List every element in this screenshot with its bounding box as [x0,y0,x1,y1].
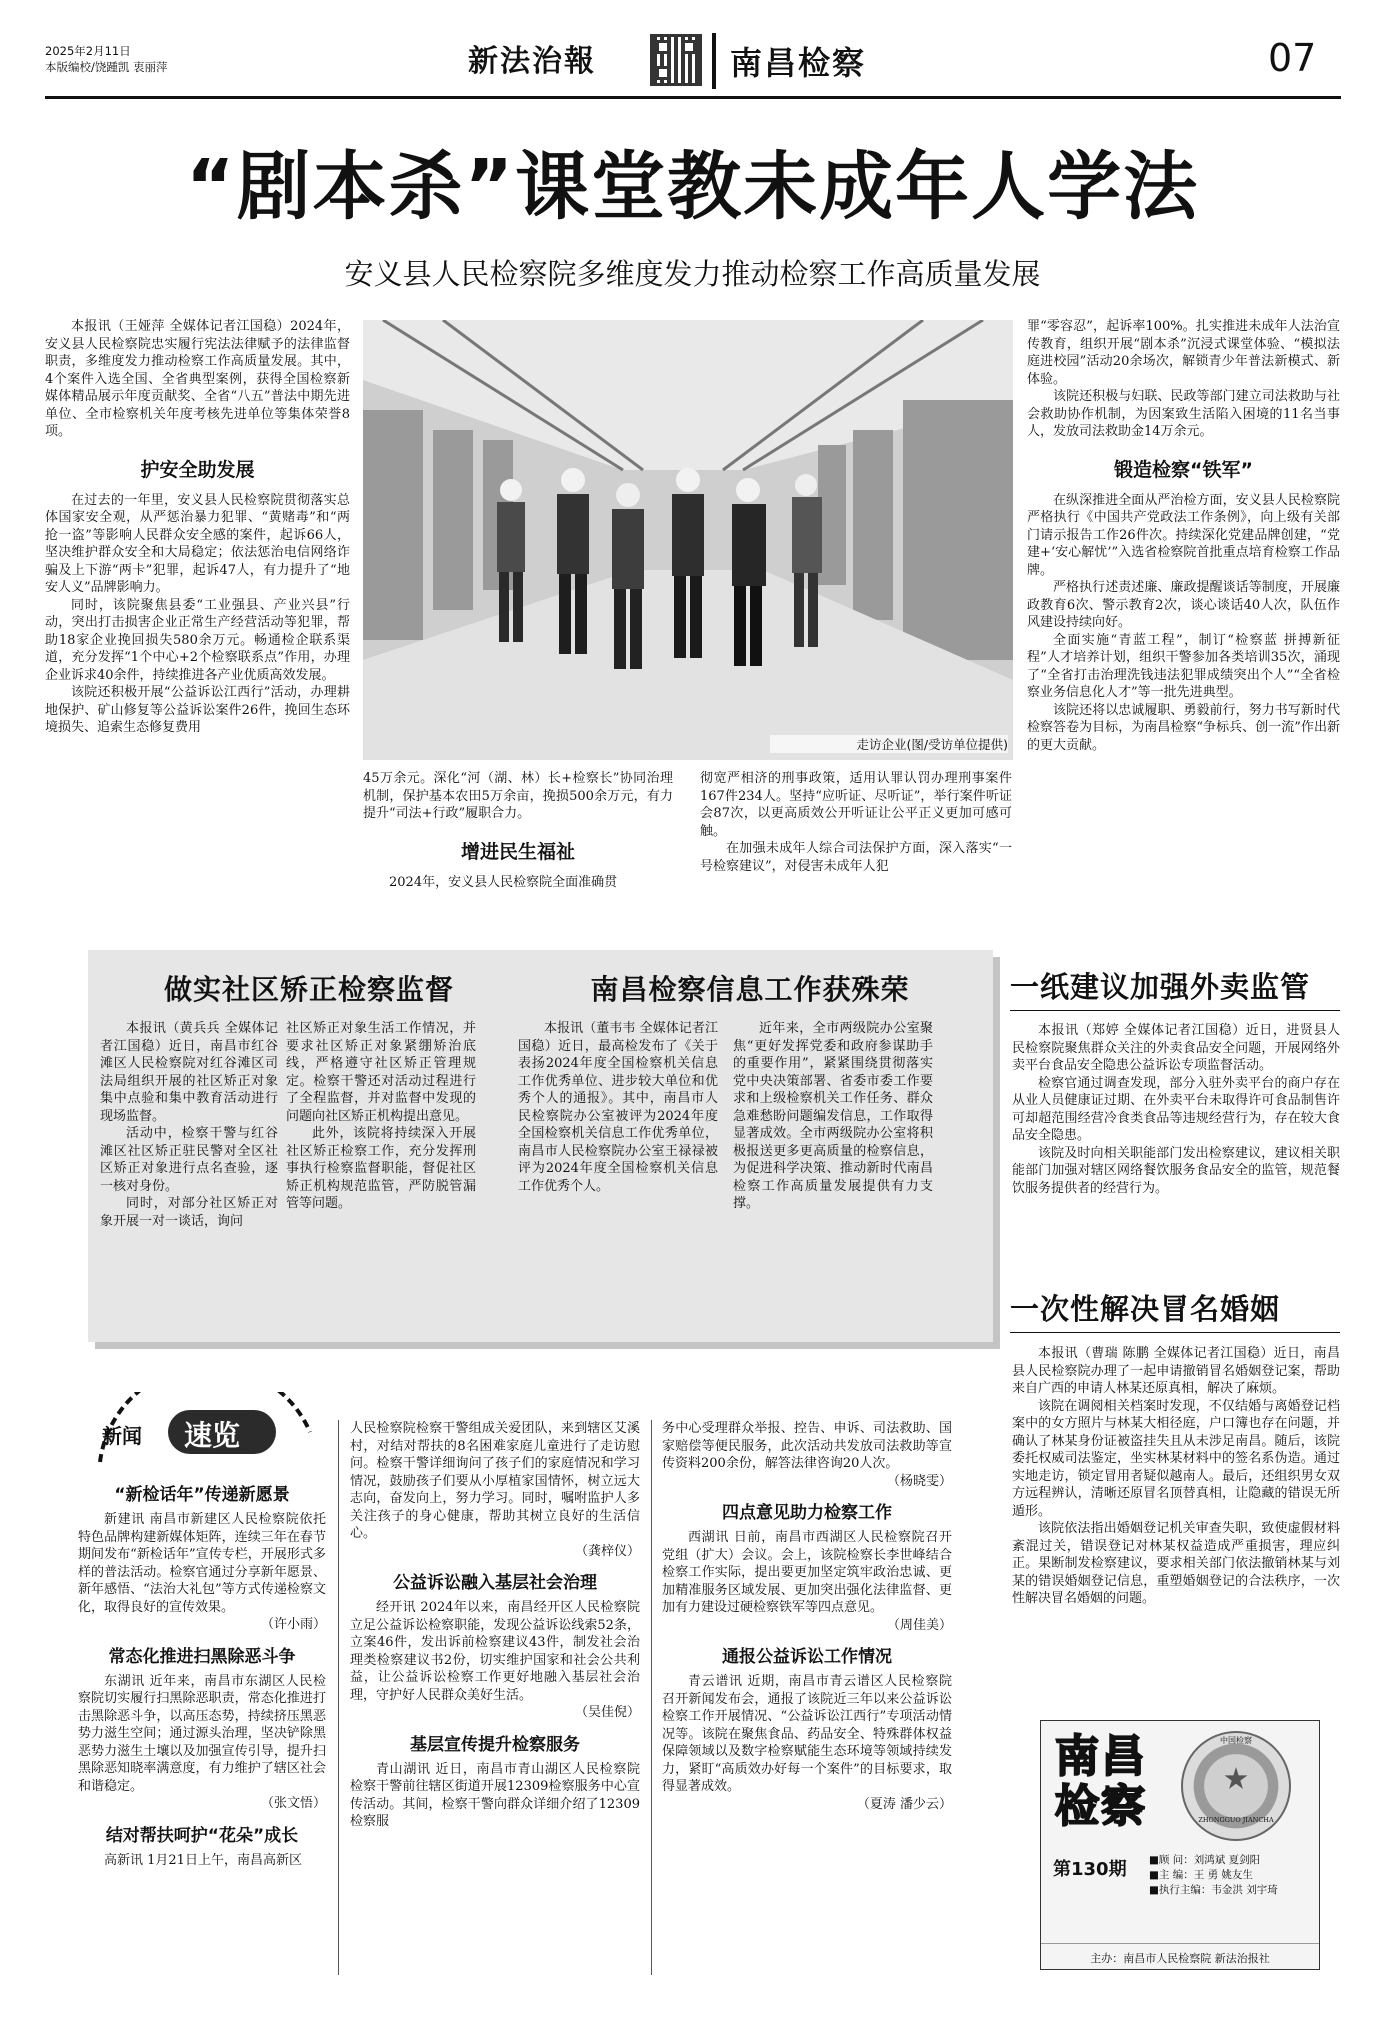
column-divider [338,1420,339,1975]
news-flash-label-1: 新闻 [102,1424,142,1448]
header-editors: 本版编校/饶踵凯 衷丽萍 [45,60,168,74]
paragraph: 东湖讯 近年来，南昌市东湖区人民检察院切实履行扫黑除恶职责，常态化推进打击黑除恶斗争，以高压态势，持续挤压黑恶势力滋生空间；通过源头治理，坚决铲除黑恶势力滋生土壤以及加强宣传引导，提升扫黑除恶知晓率满意度，有力维护了辖区社会和谐稳定。 [78,1673,326,1794]
paragraph: 新建讯 南昌市新建区人民检察院依托特色品牌构建新媒体矩阵，连续三年在春节期间发布“新检话年”宣传专栏，开展形式多样的普法活动。检察官通过分享新年愿景、新年感悟、“法治大礼包”等方式传递检察文化，取得良好的宣传效果。 [78,1512,326,1615]
box-article-b-col2 [733,1020,933,1213]
article-d-body [1012,1345,1340,1608]
paragraph: 2024年，安义县人民检察院全面准确贯 [389,874,618,890]
article-col-2 [363,770,673,891]
news-byline: （夏涛 潘少云） [856,1796,952,1812]
paragraph: 活动中，检察干警与红谷滩区社区矫正驻民警对全区社区矫正对象进行点名查验，逐一核对身份。 [100,1126,278,1194]
section-masthead [1040,1720,1320,1970]
article-c-body [1012,1022,1340,1197]
paragraph: 本报讯（董韦韦 全媒体记者江国稳）近日，最高检发布了《关于表扬2024年度全国检察机关信息工作优秀单位、进步较大单位和优秀个人的通报》。其中，南昌市人民检察院办公室被评为2024年度全国检察机关信息工作优秀单位，南昌市人民检察院办公室王禄禄被评为2024年度全国检察机关信息工作优秀个人。 [518,1021,718,1194]
header-rule [45,96,1341,99]
article-col-1 [45,318,350,737]
news-byline: （杨晓雯） [886,1473,952,1489]
header-date: 2025年2月11日 [45,44,131,58]
paragraph: 社区矫正对象生活工作情况，并要求社区矫正对象紧绷矫治底线，严格遵守社区矫正管理规定。检察干警还对活动过程进行了全程监督，并对监督中发现的问题向社区矫正机构提出意见。 [286,1021,476,1124]
news-flash-badge [80,1392,320,1472]
article-d-title: 一次性解决冒名婚姻 [1010,1292,1281,1326]
paragraph: 人民检察院检察干警组成关爱团队，来到辖区艾溪村，对结对帮扶的8名困难家庭儿童进行了走访慰问。检察干警详细询问了孩子们的家庭情况和学习情况，鼓励孩子们要从小厚植家国情怀，树立远大志向，奋发向上，努力学习。同时，嘱咐监护人多关注孩子的身心健康，帮助其树立良好的生活信心。 [350,1421,640,1541]
paragraph: 罪“零容忍”，起诉率100%。扎实推进未成年人法治宣传教育，组织开展“剧本杀”沉浸式课堂体验、“模拟法庭进校园”活动20余场次，解锁青少年普法新模式、新体验。 [1027,319,1340,387]
news-byline: （龚梓仪） [574,1543,640,1559]
paragraph: 西湖讯 日前，南昌市西湖区人民检察院召开党组（扩大）会议。会上，该院检察长李世峰结合检察工作实际，提出要更加坚定筑牢政治忠诚、更加精准服务区域发展、更加突出强化法律监督、更加有力建设过硬检察铁军等四点意见。 [662,1530,952,1615]
section-heading: 锻造检察“铁军” [1114,458,1253,481]
news-col-2 [350,1420,640,1831]
paragraph: 同时，对部分社区矫正对象开展一对一谈话，询问 [100,1196,278,1229]
paragraph: 该院依法指出婚姻登记机关审查失职，致使虚假材料紊混过关，错误登记对林某权益造成严重损害，理应纠正。果断制发检察建议，要求相关部门依法撤销林某与刘某的错误婚姻登记信息，重塑婚姻登记的合法秩序，一次性解决冒名婚姻的问题。 [1012,1521,1340,1606]
column-divider [651,1420,652,1975]
paragraph: 严格执行述责述廉、廉政提醒谈话等制度，开展廉政教育6次、警示教育2次，谈心谈话40人次，队伍作风建设持续向好。 [1027,580,1340,630]
box-article-a-col1 [100,1020,278,1230]
masthead-host: 主办：南昌市人民检察院 新法治报社 [1041,1943,1319,1966]
news-item-title: 基层宣传提升检察服务 [410,1734,580,1755]
paragraph: 高新讯 1月21日上午，南昌高新区 [104,1852,302,1868]
emblem-subtext: ZHONGGUO JIANCHA [1198,1816,1274,1824]
box-article-b-title: 南昌检察信息工作获殊荣 [590,973,910,1006]
paragraph: 该院还将以忠诚履职、勇毅前行，努力书写新时代检察答卷为目标，为南昌检察“争标兵、创一流”作出新的更大贡献。 [1027,702,1340,753]
news-item-title: 四点意见助力检察工作 [722,1503,892,1523]
box-article-b-col1 [518,1020,718,1195]
news-item-title: 常态化推进扫黑除恶斗争 [108,1646,296,1667]
news-item-title: 通报公益诉讼工作情况 [722,1647,892,1667]
paragraph: 在过去的一年里，安义县人民检察院贯彻落实总体国家安全观，从严惩治暴力犯罪、“黄赌毒”和“两抢一盗”等影响人民群众安全感的案件，起诉66人，坚决维护群众安全和大局稳定；依法惩治电信网络诈骗及上下游“两卡”犯罪，起诉47人，有力提升了“地安人义”品牌影响力。 [45,492,350,595]
divider [1010,1332,1340,1333]
news-byline: （吴佳倪） [574,1705,640,1720]
staff-line: ■主 编：王 勇 姚友生 [1149,1869,1253,1881]
paragraph: 该院在调阅相关档案时发现，不仅结婚与离婚登记档案中的女方照片与林某大相径庭，户口簿也存在问题，并确认了林某身份证被盗挂失且从未涉足南昌。随后，该院委托权威司法鉴定，坐实林某材料中的签名系伪造。通过实地走访，锁定冒用者疑似越南人。最后，还组织男女双方远程辨认，清晰还原冒名顶替真相，让隐藏的错误无所遁形。 [1012,1398,1340,1519]
staff-line: ■执行主编：韦金洪 刘宇琦 [1149,1884,1278,1896]
news-byline: （张文悟） [260,1796,326,1811]
news-photo [363,320,1013,760]
article-col-4 [1027,318,1340,754]
issue-number: 第130期 [1053,1859,1127,1880]
qr-code [650,34,702,86]
paragraph: 务中心受理群众举报、控告、申诉、司法救助、国家赔偿等便民服务，此次活动共发放司法救助等宣传资料200余份，解答法律咨询20人次。 [662,1421,952,1471]
article-c-title: 一纸建议加强外卖监管 [1010,970,1311,1004]
news-byline: （周佳美） [886,1617,952,1633]
news-item-title: “新检话年”传递新愿景 [114,1485,290,1505]
paragraph: 本报讯（曹瑞 陈鹏 全媒体记者江国稳）近日，南昌县人民检察院办理了一起申请撤销冒名婚姻登记案，帮助来自广西的申请人林某还原真相，解决了麻烦。 [1012,1346,1340,1396]
section-heading: 护安全助发展 [140,458,255,481]
paragraph: 此外，该院将持续深入开展社区矫正检察工作，充分发挥刑事执行检察监督职能，督促社区矫正机构规范监管，严防脱管漏管等问题。 [286,1126,476,1211]
paragraph: 该院及时向相关职能部门发出检察建议，建议相关职能部门加强对辖区网络餐饮服务食品安全的监管，规范餐饮服务提供者的经营行为。 [1012,1145,1340,1196]
procuratorate-emblem-icon [1181,1731,1291,1841]
page-number: 07 [1268,36,1317,80]
masthead-name-1: 南昌 [1055,1731,1147,1782]
paragraph: 45万余元。深化“河（湖、林）长+检察长”协同治理机制，保护基本农田5万余亩，挽损500余万元，有力提升“司法+行政”履职合力。 [363,771,673,821]
article-col-3 [700,770,1012,875]
paragraph: 检察官通过调查发现，部分入驻外卖平台的商户存在从业人员健康证过期、在外卖平台未取得许可食品制售许可却超范围经营冷食类食品等违规经营行为，存在较大食品安全隐患。 [1012,1075,1340,1143]
news-item-title: 结对帮扶呵护“花朵”成长 [105,1825,299,1846]
paragraph: 本报讯（黄兵兵 全媒体记者江国稳）近日，南昌市红谷滩区人民检察院对红谷滩区司法局组织开展的社区矫正对象集中点验和集中教育活动进行现场监督。 [100,1021,278,1124]
emblem-text: 中国检察 [1220,1736,1252,1745]
news-item-title: 公益诉讼融入基层社会治理 [393,1573,597,1593]
divider [1010,1010,1340,1011]
paragraph: 在加强未成年人综合司法保护方面，深入落实“一号检察建议”，对侵害未成年人犯 [700,841,1012,874]
masthead-staff [1149,1853,1319,1898]
header-divider [712,33,716,89]
news-col-1 [78,1480,326,1869]
paragraph: 全面实施“青蓝工程”，制订“检察蓝 拼搏新征程”人才培养计划，组织干警参加各类培训35次，涌现了“全省打击治理洗钱违法犯罪成绩突出个人”“全省检察业务信息化人才”等一批先进典型。 [1027,632,1340,700]
main-headline: “剧本杀”课堂教未成年人学法 [185,144,1200,230]
box-article-a-title: 做实社区矫正检察监督 [163,973,454,1006]
paragraph: 该院还积极与妇联、民政等部门建立司法救助与社会救助协作机制，为因案致生活陷入困境的11名当事人，发放司法救助金14万余元。 [1027,389,1340,439]
paragraph: 青云谱讯 近期，南昌市青云谱区人民检察院召开新闻发布会，通报了该院近三年以来公益诉讼检察工作开展情况、“公益诉讼江西行”专项活动情况等。该院在聚焦食品、药品安全、特殊群体权益保障领域以及数字检察赋能生态环境等领域持续发力，紧盯“高质效办好每一个案件”的目标要求，取得显著成效。 [662,1674,952,1794]
staff-line: ■顾 问：刘鸿斌 夏剑阳 [1149,1854,1261,1866]
photo-caption: 走访企业(图/受访单位提供) [770,735,1008,753]
paragraph: 经开讯 2024年以来，南昌经开区人民检察院立足公益诉讼检察职能，发现公益诉讼线索52条，立案46件，发出诉前检察建议43件，制发社会治理类检察建议书2份，切实维护国家和社会公共利益，让公益诉讼检察工作更好地融入基层社会治理，守护好人民群众美好生活。 [350,1600,640,1703]
paper-name: 新法治報 [468,44,596,79]
paragraph: 本报讯（王娅萍 全媒体记者江国稳）2024年，安义县人民检察院忠实履行宪法法律赋予的法律监督职责，多维度发力推动检察工作高质量发展。其中，4个案件入选全国、全省典型案例，获得全国检察新媒体精品展示年度贡献奖、全省“八五”普法中期先进单位、全市检察机关年度考核先进单位等集体荣誉8项。 [45,319,350,439]
paragraph: 青山湖讯 近日，南昌市青山湖区人民检察院检察干警前往辖区街道开展12309检察服务中心宣传活动。其间，检察干警向群众详细介绍了12309检察服 [350,1761,640,1829]
paragraph: 彻宽严相济的刑事政策，适用认罪认罚办理刑事案件167件234人。坚持“应听证、尽听证”，举行案件听证会87次，以更高质效公开听证让公平正义更加可感可触。 [700,771,1012,839]
paragraph: 该院还积极开展“公益诉讼江西行”活动，办理耕地保护、矿山修复等公益诉讼案件26件，挽回生态环境损失、追索生态修复费用 [45,685,350,735]
box-article-a-col2 [286,1020,476,1213]
paragraph: 近年来，全市两级院办公室聚焦“更好发挥党委和政府参谋助手的重要作用”，紧紧围绕贯彻落实党中央决策部署、省委市委工作要求和上级检察机关工作任务、群众急难愁盼问题编发信息，工作取得显著成效。全市两级院办公室将积极报送更多更高质量的检察信息，为促进科学决策、推动新时代南昌检察工作高质量发展提供有力支撑。 [733,1021,933,1211]
paragraph: 同时，该院聚焦县委“工业强县、产业兴县”行动，突出打击损害企业正常生产经营活动等犯罪，帮助18家企业挽回损失580余万元。畅通检企联系渠道，充分发挥“1个中心+2个检察联系点”作用，办理企业诉求40余件，持续推进各产业优质高效发展。 [45,597,350,683]
news-byline: （许小雨） [260,1617,326,1632]
paragraph: 本报讯（郑婷 全媒体记者江国稳）近日，进贤县人民检察院聚焦群众关注的外卖食品安全问题，开展网络外卖平台食品安全隐患公益诉讼专项监督活动。 [1012,1023,1340,1073]
main-subheadline: 安义县人民检察院多维度发力推动检察工作高质量发展 [344,257,1041,291]
section-name: 南昌检察 [730,44,867,82]
news-flash-label-2: 速览 [184,1419,241,1452]
section-heading: 增进民生福祉 [460,840,575,863]
paragraph: 在纵深推进全面从严治检方面，安义县人民检察院严格执行《中国共产党政法工作条例》，向上级有关部门请示报告工作26件次。持续深化党建品牌创建，“党建+‘安心解忧’”入选省检察院首批重点培育检察工作品牌。 [1027,492,1340,578]
news-col-3 [662,1420,952,1813]
masthead-name-2: 检察 [1055,1781,1147,1832]
